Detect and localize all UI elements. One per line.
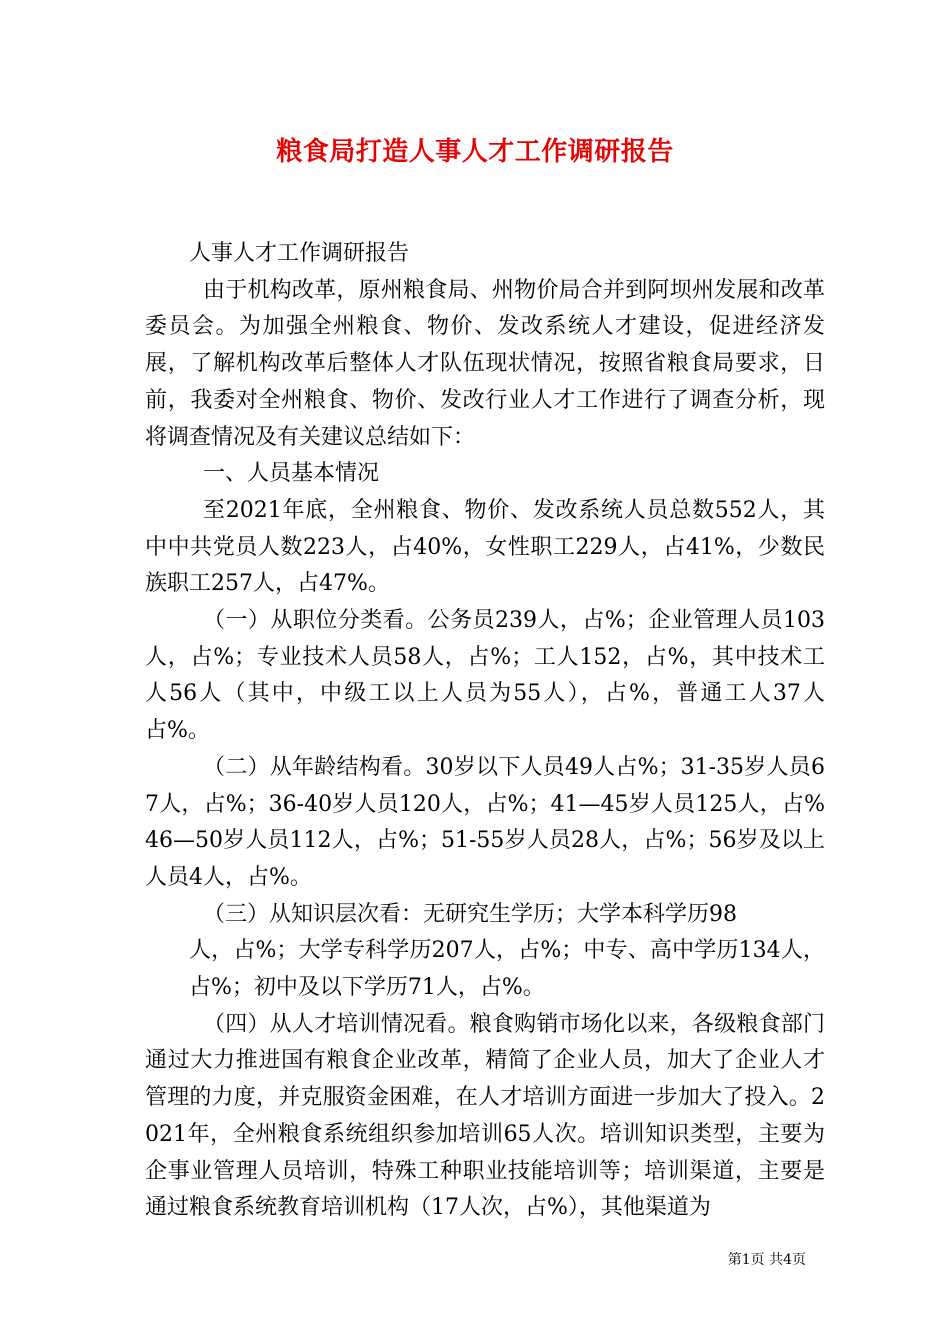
education-continued-paragraph: 人，占%；大学专科学历207人，占%；中专、高中学历134人，占%；初中及以下学历71人，占%。: [189, 938, 825, 1001]
intro-paragraph: 由于机构改革，原州粮食局、州物价局合并到阿坝州发展和改革委员会。为加强全州粮食、物价、发改系统人才建设，促进经济发展，了解机构改革后整体人才队伍现状情况，按照省粮食局要求，日前，我委对全州粮食、物价、发改行业人才工作进行了调查分析，现将调查情况及有关建议总结如下：: [145, 277, 825, 450]
position-paragraph: （一）从职位分类看。公务员239人，占%；企业管理人员103人，占%；专业技术人员58人，占%；工人152，占%，其中技术工人56人（其中，中级工以上人员为55人），占%，普通工人37人占%。: [145, 608, 825, 744]
training-paragraph: （四）从人才培训情况看。粮食购销市场化以来，各级粮食部门通过大力推进国有粮食企业改革，精简了企业人员，加大了企业人才管理的力度，并克服资金困难，在人才培训方面进一步加大了投入。2021年，全州粮食系统组织参加培训65人次。培训知识类型，主要为企事业管理人员培训，特殊工种职业技能培训等；培训渠道，主要是通过粮食系统教育培训机构（17人次，占%），其他渠道为: [145, 1011, 825, 1221]
education-paragraph: （三）从知识层次看：无研究生学历；大学本科学历98: [203, 901, 737, 927]
document-body: [145, 236, 825, 1227]
age-paragraph: （二）从年龄结构看。30岁以下人员49人占%；31-35岁人员67人，占%；36-40岁人员120人，占%；41—45岁人员125人，占%46—50岁人员112人，占%；51-55岁人员28人，占%；56岁及以上人员4人，占%。: [145, 754, 825, 890]
subtitle-paragraph: 人事人才工作调研报告: [189, 241, 410, 266]
document-title: 粮食局打造人事人才工作调研报告: [276, 137, 674, 167]
section-heading: 一、人员基本情况: [203, 461, 380, 487]
summary-paragraph: 至2021年底，全州粮食、物价、发改系统人员总数552人，其中中共党员人数223人，占40%，女性职工229人，占41%，少数民族职工257人，占47%。: [145, 497, 825, 597]
page-number: 第1页 共4页: [727, 1252, 806, 1268]
